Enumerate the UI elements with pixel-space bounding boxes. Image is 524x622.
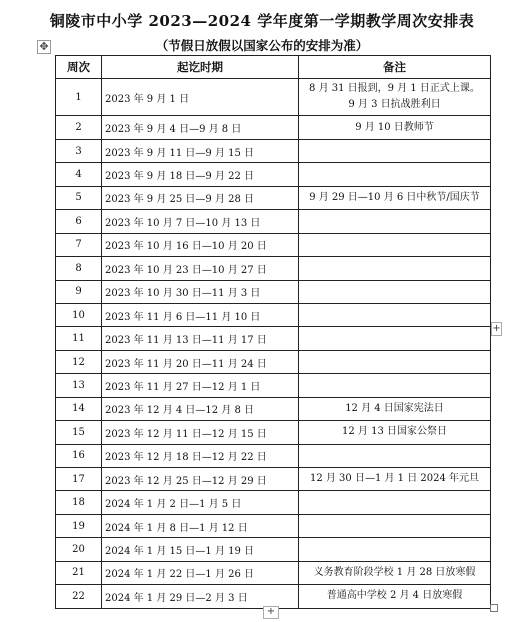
note-cell xyxy=(299,468,491,491)
note-cell xyxy=(299,491,491,514)
period-cell: 2023 年 9 月 25 日—9 月 28 日 xyxy=(102,186,299,209)
plus-icon: + xyxy=(266,606,276,617)
table-row xyxy=(56,514,491,537)
note-cell xyxy=(299,186,491,209)
week-cell: 12 xyxy=(56,350,102,373)
note-cell xyxy=(299,350,491,373)
note-line: 12 月 13 日国家公祭日 xyxy=(342,426,447,438)
table-row xyxy=(56,350,491,373)
schedule-table xyxy=(55,55,491,609)
week-cell: 10 xyxy=(56,303,102,326)
table-row xyxy=(56,233,491,256)
note-line: 义务教育阶段学校 1 月 28 日放寒假 xyxy=(313,566,476,578)
note-cell xyxy=(299,327,491,350)
period-cell: 2023 年 11 月 13 日—11 月 17 日 xyxy=(102,327,299,350)
note-cell xyxy=(299,257,491,280)
week-cell: 13 xyxy=(56,374,102,397)
period-cell: 2023 年 12 月 11 日—12 月 15 日 xyxy=(102,421,299,444)
period-cell: 2023 年 10 月 23 日—10 月 27 日 xyxy=(102,257,299,280)
page-title: 铜陵市中小学 2023—2024 学年度第一学期教学周次安排表 xyxy=(49,12,475,30)
note-cell xyxy=(299,514,491,537)
week-cell: 3 xyxy=(56,139,102,162)
week-cell: 14 xyxy=(56,397,102,420)
note-line: 12 月 4 日国家宪法日 xyxy=(345,402,444,414)
header-note: 备注 xyxy=(299,56,491,79)
table-row xyxy=(56,585,491,608)
period-cell: 2023 年 11 月 20 日—11 月 24 日 xyxy=(102,350,299,373)
week-cell: 2 xyxy=(56,116,102,139)
week-cell: 17 xyxy=(56,468,102,491)
table-row xyxy=(56,116,491,139)
week-cell: 22 xyxy=(56,585,102,608)
note-cell xyxy=(299,139,491,162)
table-row xyxy=(56,79,491,116)
table-row xyxy=(56,491,491,514)
week-cell: 1 xyxy=(56,79,102,116)
note-cell xyxy=(299,79,491,116)
note-line: 9 月 3 日抗战胜利日 xyxy=(348,99,441,111)
move-arrows-icon: ✥ xyxy=(39,40,49,53)
note-cell xyxy=(299,303,491,326)
table-row xyxy=(56,210,491,233)
period-cell: 2024 年 1 月 29 日—2 月 3 日 xyxy=(102,585,299,608)
week-cell: 6 xyxy=(56,210,102,233)
table-body xyxy=(56,79,491,608)
table-row xyxy=(56,163,491,186)
table-resize-handle[interactable] xyxy=(490,604,498,612)
period-cell: 2023 年 9 月 18 日—9 月 22 日 xyxy=(102,163,299,186)
note-cell xyxy=(299,233,491,256)
week-cell: 15 xyxy=(56,421,102,444)
note-line: 8 月 31 日报到，9 月 1 日正式上课。 xyxy=(309,83,480,95)
note-cell xyxy=(299,210,491,233)
week-cell: 19 xyxy=(56,514,102,537)
table-row xyxy=(56,397,491,420)
note-line: 12 月 30 日—1 月 1 日 2024 年元旦 xyxy=(309,473,480,485)
week-cell: 8 xyxy=(56,257,102,280)
note-line: 普通高中学校 2 月 4 日放寒假 xyxy=(326,590,463,602)
table-header-row xyxy=(56,56,491,79)
add-row-button[interactable] xyxy=(263,606,279,619)
week-cell: 16 xyxy=(56,444,102,467)
period-cell: 2023 年 11 月 6 日—11 月 10 日 xyxy=(102,303,299,326)
note-cell xyxy=(299,280,491,303)
week-cell: 7 xyxy=(56,233,102,256)
note-cell xyxy=(299,397,491,420)
period-cell: 2023 年 9 月 1 日 xyxy=(102,79,299,116)
note-cell xyxy=(299,163,491,186)
add-column-button[interactable] xyxy=(491,322,502,336)
period-cell: 2023 年 9 月 4 日—9 月 8 日 xyxy=(102,116,299,139)
note-line: 9 月 10 日教师节 xyxy=(355,121,434,133)
note-cell xyxy=(299,444,491,467)
period-cell: 2024 年 1 月 15 日—1 月 19 日 xyxy=(102,538,299,561)
note-cell xyxy=(299,374,491,397)
note-cell xyxy=(299,421,491,444)
table-row xyxy=(56,303,491,326)
table-row xyxy=(56,421,491,444)
table-row xyxy=(56,561,491,584)
week-cell: 11 xyxy=(56,327,102,350)
header-week: 周次 xyxy=(56,56,102,79)
period-cell: 2024 年 1 月 8 日—1 月 12 日 xyxy=(102,514,299,537)
note-cell xyxy=(299,538,491,561)
page-subtitle: （节假日放假以国家公布的安排为准） xyxy=(155,38,369,53)
period-cell: 2024 年 1 月 2 日—1 月 5 日 xyxy=(102,491,299,514)
note-cell xyxy=(299,116,491,139)
week-cell: 20 xyxy=(56,538,102,561)
week-cell: 4 xyxy=(56,163,102,186)
table-row xyxy=(56,374,491,397)
week-cell: 9 xyxy=(56,280,102,303)
week-cell: 18 xyxy=(56,491,102,514)
table-row xyxy=(56,257,491,280)
table-row xyxy=(56,139,491,162)
note-cell xyxy=(299,585,491,608)
period-cell: 2023 年 11 月 27 日—12 月 1 日 xyxy=(102,374,299,397)
period-cell: 2023 年 12 月 4 日—12 月 8 日 xyxy=(102,397,299,420)
week-cell: 5 xyxy=(56,186,102,209)
week-cell: 21 xyxy=(56,561,102,584)
period-cell: 2023 年 9 月 11 日—9 月 15 日 xyxy=(102,139,299,162)
note-line: 9 月 29 日—10 月 6 日中秋节/国庆节 xyxy=(309,191,480,203)
table-row xyxy=(56,280,491,303)
period-cell: 2023 年 12 月 25 日—12 月 29 日 xyxy=(102,468,299,491)
table-row xyxy=(56,327,491,350)
table-row xyxy=(56,538,491,561)
period-cell: 2023 年 12 月 18 日—12 月 22 日 xyxy=(102,444,299,467)
period-cell: 2023 年 10 月 16 日—10 月 20 日 xyxy=(102,233,299,256)
period-cell: 2023 年 10 月 7 日—10 月 13 日 xyxy=(102,210,299,233)
period-cell: 2023 年 10 月 30 日—11 月 3 日 xyxy=(102,280,299,303)
table-row xyxy=(56,468,491,491)
period-cell: 2024 年 1 月 22 日—1 月 26 日 xyxy=(102,561,299,584)
table-row xyxy=(56,186,491,209)
plus-icon: + xyxy=(492,323,501,334)
header-period: 起讫时期 xyxy=(102,56,299,79)
note-cell xyxy=(299,561,491,584)
table-row xyxy=(56,444,491,467)
